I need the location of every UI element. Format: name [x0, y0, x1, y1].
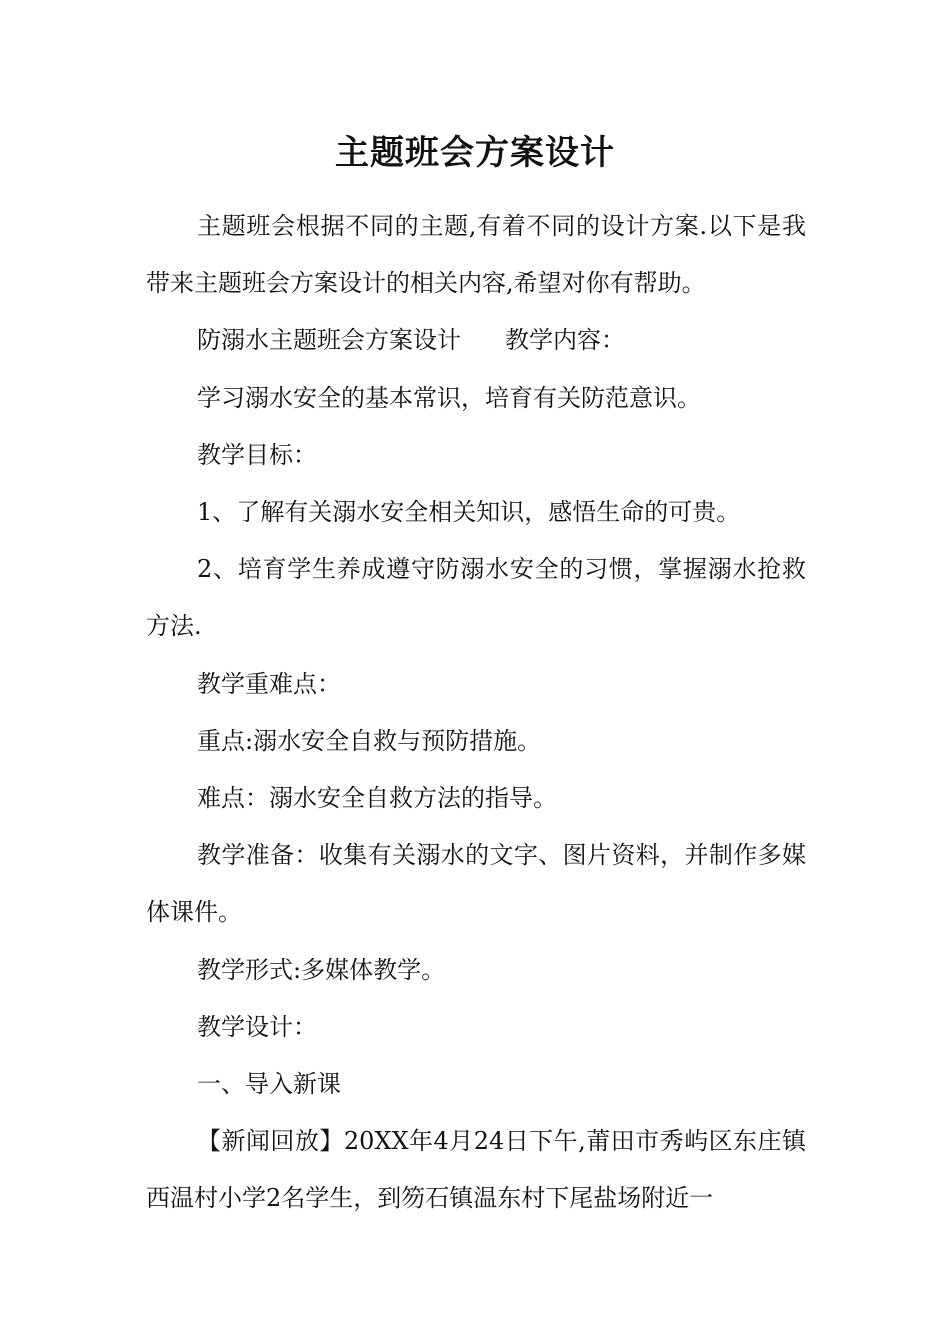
- document-body: [146, 198, 806, 1228]
- design-heading: 教学设计：: [197, 1012, 317, 1041]
- topic-title: 防溺水主题班会方案设计: [197, 326, 461, 355]
- key-point: 重点:溺水安全自救与预防措施。: [197, 726, 542, 755]
- topic-line: [146, 312, 806, 369]
- content-heading: 教学内容：: [505, 326, 625, 355]
- teaching-form: 教学形式:多媒体教学。: [197, 955, 446, 984]
- intro-paragraph: 主题班会根据不同的主题,有着不同的设计方案.以下是我带来主题班会方案设计的相关内容,希望对你有帮助。: [146, 212, 806, 298]
- preparation-paragraph: 教学准备：收集有关溺水的文字、图片资料，并制作多媒体课件。: [146, 841, 806, 927]
- goal-item-2: 2、培育学生养成遵守防溺水安全的习惯，掌握溺水抢救方法.: [146, 555, 806, 641]
- difficult-point: 难点：溺水安全自救方法的指导。: [197, 784, 557, 813]
- goals-heading: 教学目标：: [197, 440, 317, 469]
- news-paragraph: 【新闻回放】20XX年4月24日下午,莆田市秀屿区东庄镇西温村小学2名学生，到笏石镇温东村下尾盐场附近一: [146, 1127, 806, 1213]
- goal-item-1: 1、了解有关溺水安全相关知识，感悟生命的可贵。: [197, 498, 741, 527]
- document-title: 主题班会方案设计: [335, 133, 615, 173]
- key-points-heading: 教学重难点：: [197, 669, 341, 698]
- content-paragraph: 学习溺水安全的基本常识，培育有关防范意识。: [197, 383, 701, 412]
- section-heading-intro: 一、导入新课: [197, 1070, 341, 1099]
